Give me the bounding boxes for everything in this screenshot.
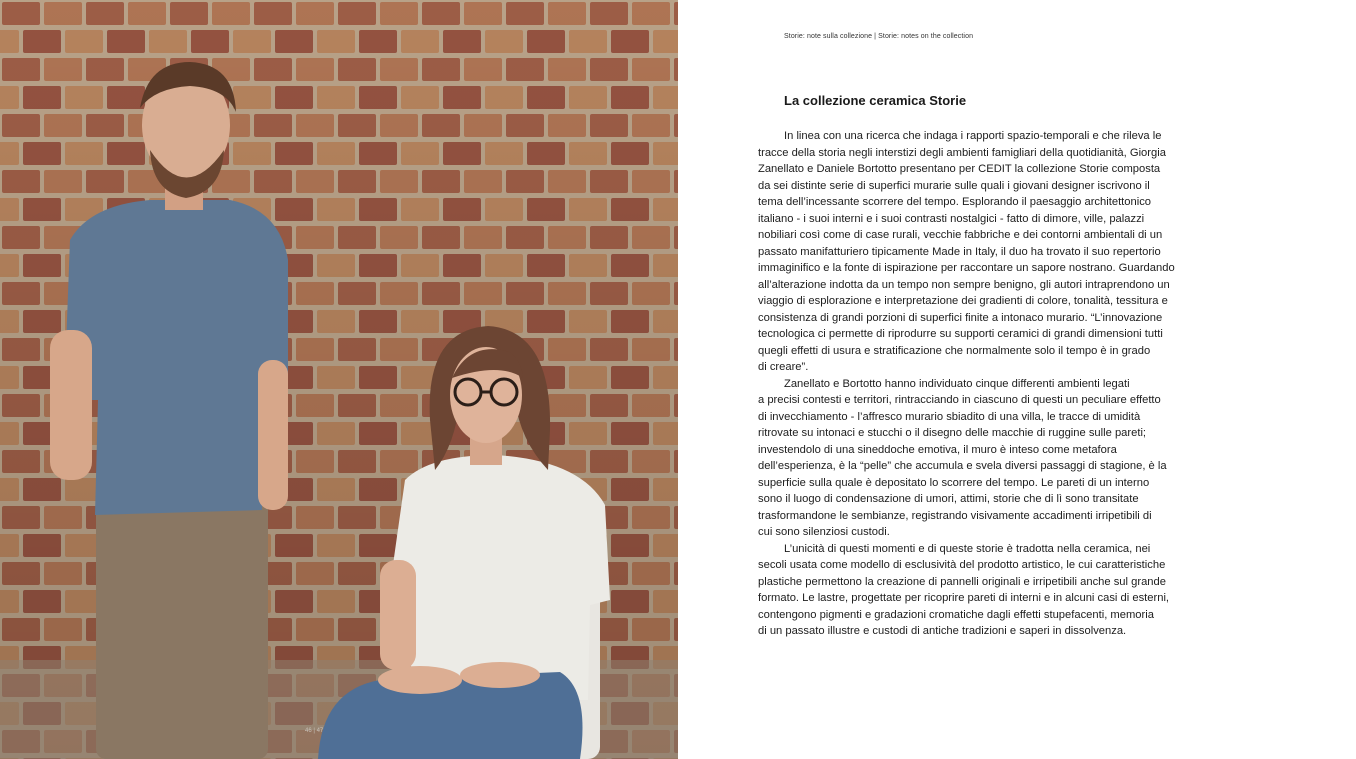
body-line: investendolo di una sineddoche emotiva, il muro è inteso come metafora [758, 443, 1117, 456]
body-line: superficie sulla quale è depositato lo scorrere del tempo. Le pareti di un interno [758, 476, 1150, 489]
body-line: In linea con una ricerca che indaga i rapporti spazio-temporali e che rileva le [784, 130, 1162, 142]
body-line: immaginifico e la fonte di ispirazione per raccontare un sapore nostrano. Guardando [758, 262, 1175, 274]
page-folio: 46 | 47 [305, 728, 324, 734]
body-line: di invecchiamento - l’affresco murario sbiadito di una villa, le tracce di umidità [758, 410, 1141, 423]
body-line: di un passato illustre e custodi di antiche tradizioni e saperi in dissolvenza. [758, 625, 1127, 637]
body-line: da sei distinte serie di superfici murarie sulle quali i giovani designer iscrivono il [758, 179, 1150, 192]
body-line: formato. Le lastre, progettate per ricoprire pareti di interni e in alcuni casi di esterni, [758, 592, 1170, 604]
body-line: trasformandone le sembianze, registrando visivamente accadimenti irripetibili di [758, 509, 1152, 522]
body-line: cui sono silenziosi custodi. [758, 526, 890, 538]
body-line: sono il luogo di condensazione di umori, attimi, storie che di lì sono transitate [758, 493, 1139, 505]
body-line: contengono pigmenti e gradazioni cromatiche dagli effetti stupefacenti, memoria [758, 608, 1154, 621]
body-line: tema dell’incessante scorrere del tempo. Esplorando il paesaggio architettonico [758, 196, 1152, 208]
article-title: La collezione ceramica Storie [784, 93, 967, 108]
body-line: viaggio di esplorazione e interpretazione dei gradienti di colore, tonalità, tessitura e [758, 295, 1168, 307]
text-page [678, 0, 1356, 759]
body-line: tecnologica ci permette di riprodurre su supporti ceramici di grandi dimensioni tutti [758, 328, 1163, 340]
body-line: Zanellato e Bortotto hanno individuato cinque differenti ambienti legati [784, 377, 1130, 390]
body-line: dell’esperienza, è la “pelle” che accumula e svela diversi passaggi di stagione, è la [758, 460, 1167, 472]
body-line: italiano - i suoi interni e i suoi contrasti nostalgici - fatto di dimore, ville, palazzi [758, 212, 1145, 225]
body-line: nobiliari così come di case rurali, vecchie fabbriche e dei contorni ambientali di un [758, 229, 1163, 241]
body-line: L’unicità di questi momenti e di queste storie è tradotta nella ceramica, nei [784, 542, 1151, 555]
body-line: plastiche permettono la creazione di pannelli originali e irripetibili anche sul grande [758, 575, 1166, 588]
running-head: Storie: note sulla collezione | Storie: notes on the collection [784, 33, 974, 40]
body-line: ritrovate su intonaci e stucchi o il disegno delle macchie di ruggine sulle pareti; [758, 427, 1147, 439]
body-line: di creare”. [758, 361, 809, 373]
body-line: quegli effetti di usura e stratificazione che normalmente solo il tempo è in grado [758, 344, 1151, 357]
body-line: Zanellato e Daniele Bortotto presentano per CEDIT la collezione Storie composta [758, 163, 1161, 175]
body-line: secoli usata come modello di esclusività del prodotto artistico, le cui caratteristiche [758, 559, 1166, 571]
body-line: tracce della storia negli interstizi degli ambienti famigliari della quotidianità, Giorgia [758, 146, 1166, 159]
body-line: all’alterazione indotta da un tempo non sempre benigno, gli autori intraprendono un [758, 278, 1170, 291]
body-line: passato manifatturiero tipicamente Made in Italy, il duo ha trovato il suo repertorio [758, 245, 1161, 258]
body-line: consistenza di grandi porzioni di superfici finite a intonaco murario. “L’innovazione [758, 311, 1163, 324]
body-line: a precisi contesti e territori, rintracciando in ciascuno di questi un peculiare effetto [758, 394, 1161, 406]
article-body [758, 128, 1224, 640]
